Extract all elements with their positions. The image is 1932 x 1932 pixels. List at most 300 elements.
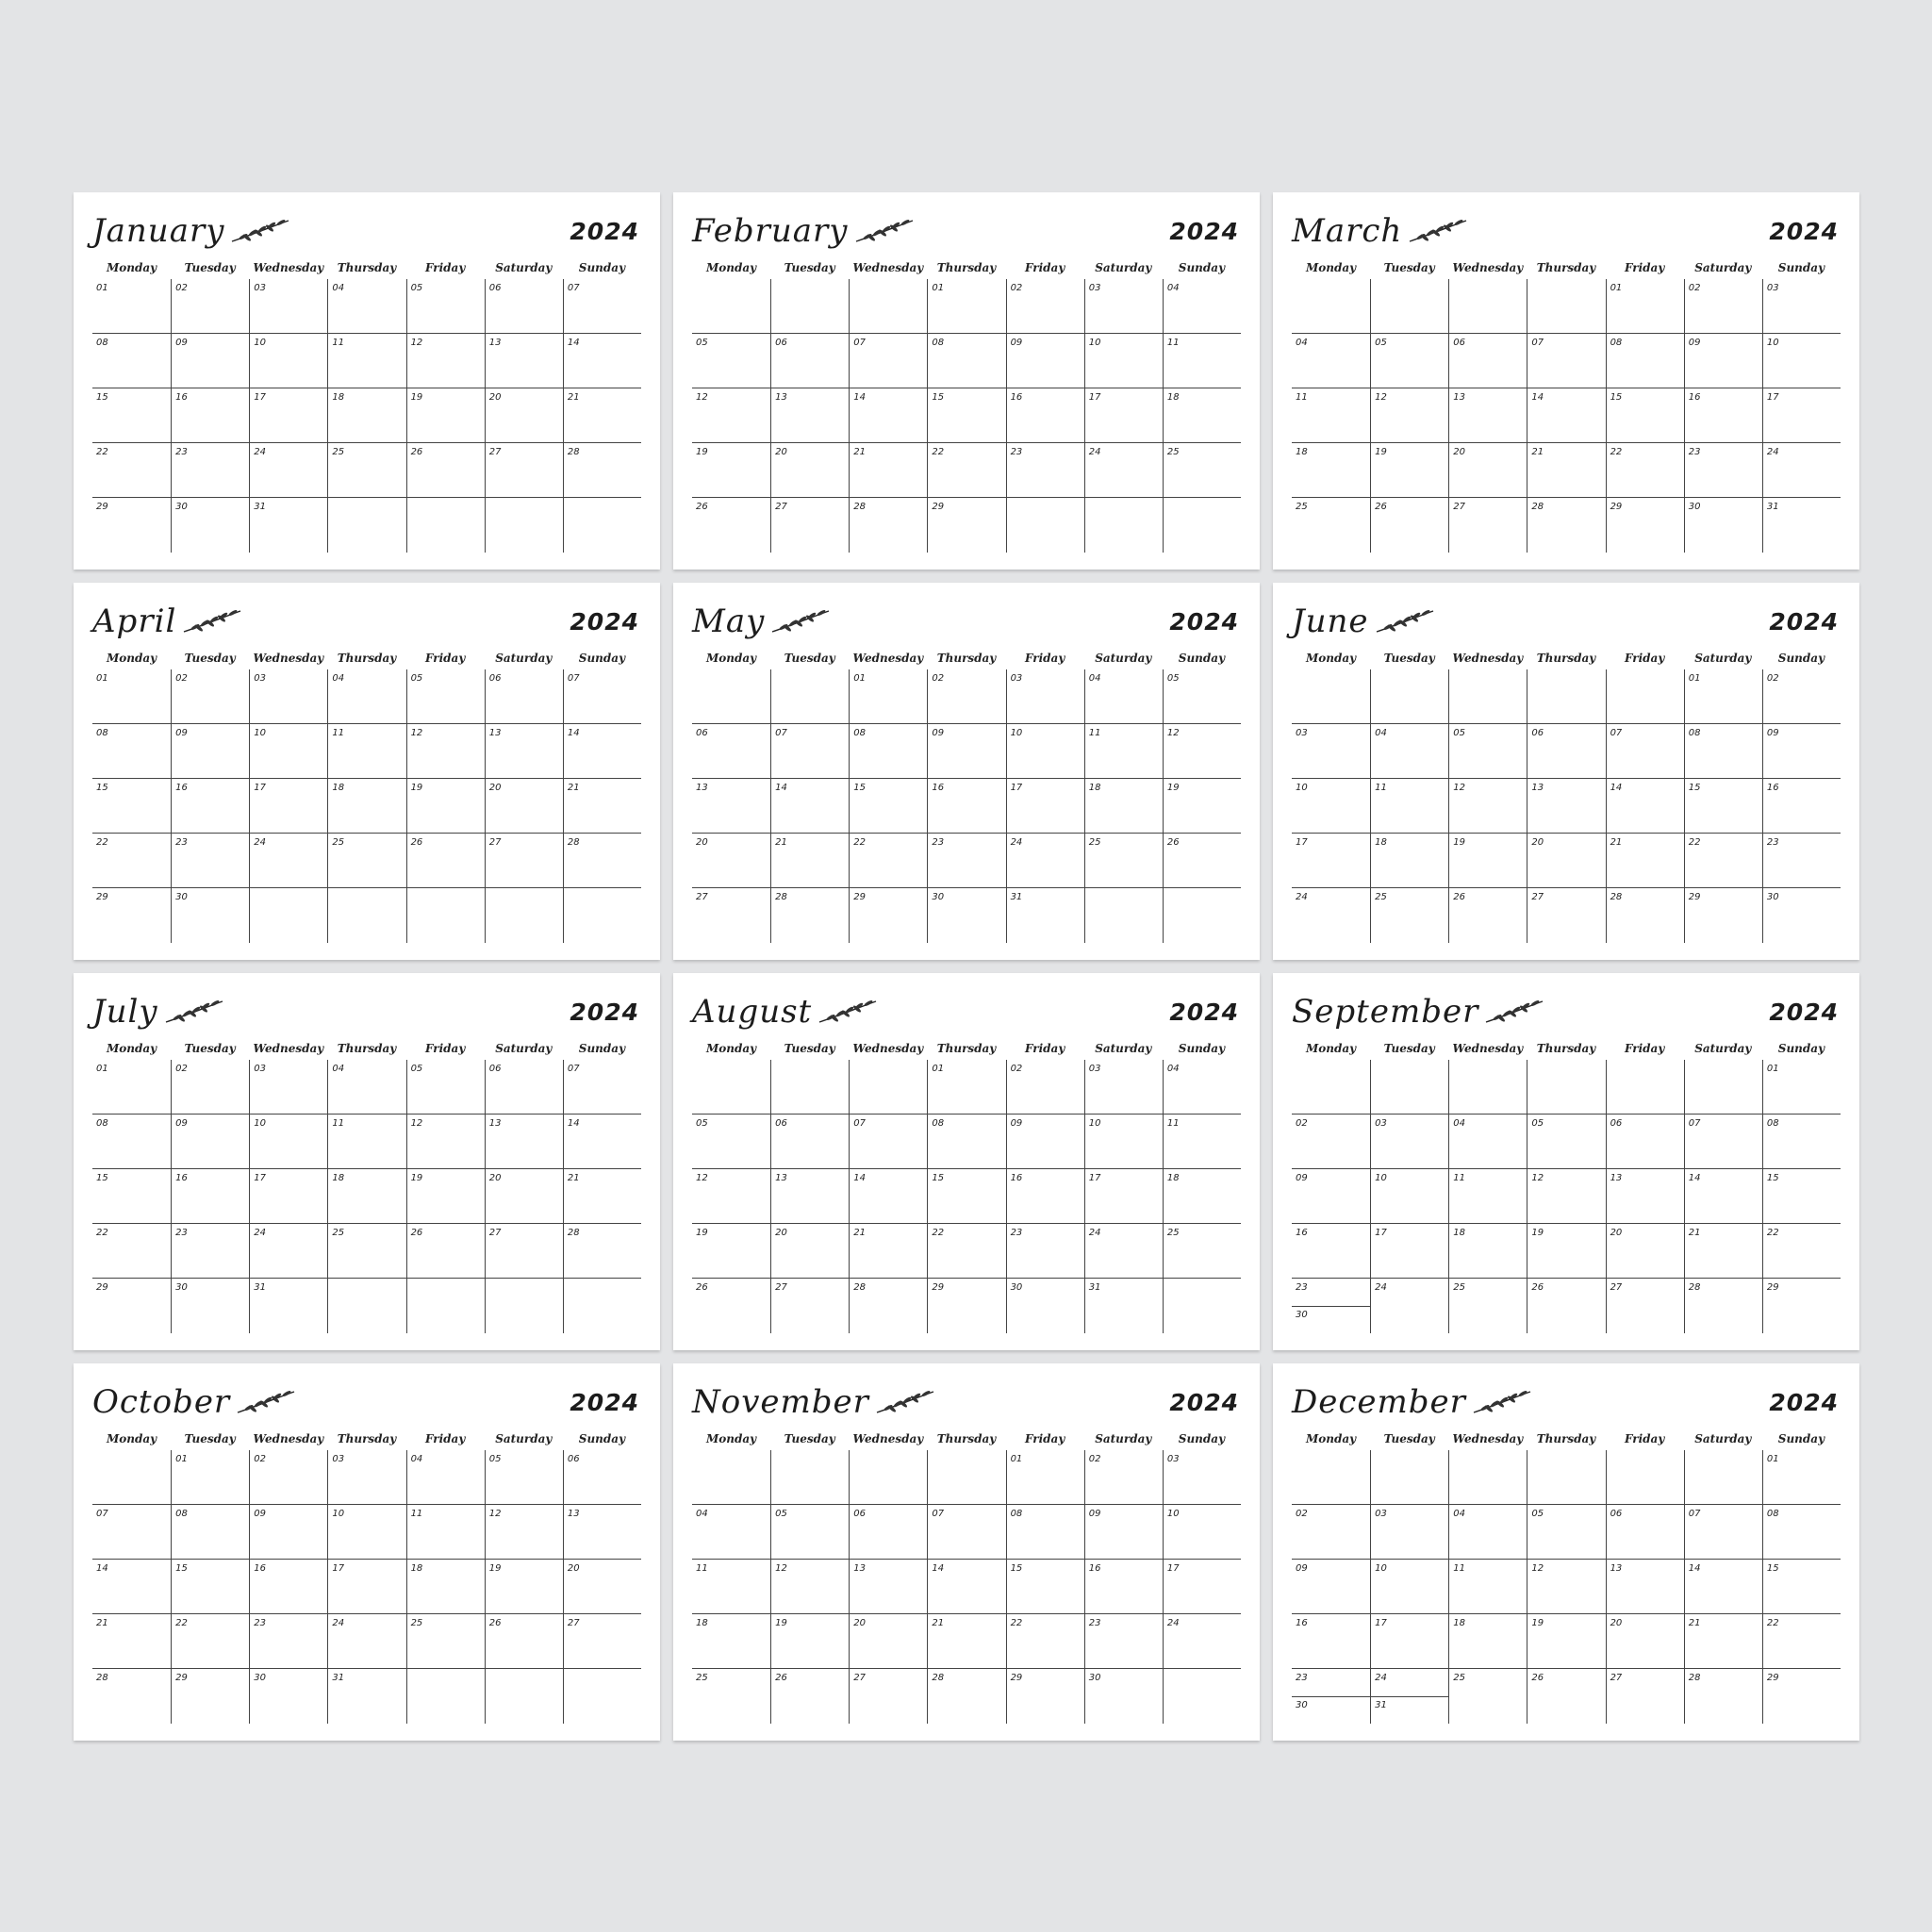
day-cell[interactable] — [927, 1505, 1005, 1560]
day-cell[interactable] — [1163, 334, 1241, 388]
day-cell[interactable] — [1084, 724, 1163, 779]
day-cell[interactable] — [1006, 1279, 1084, 1333]
day-cell[interactable] — [485, 1450, 563, 1505]
day-cell[interactable] — [692, 443, 770, 498]
day-cell[interactable] — [249, 779, 327, 834]
day-cell[interactable] — [1448, 1060, 1527, 1115]
day-cell[interactable] — [171, 1279, 249, 1333]
day-cell[interactable] — [327, 1279, 405, 1333]
day-cell[interactable] — [563, 1450, 641, 1505]
day-cell[interactable] — [171, 1115, 249, 1169]
day-cell[interactable] — [1527, 1224, 1605, 1279]
day-cell[interactable] — [1006, 1060, 1084, 1115]
day-cell[interactable] — [1684, 1169, 1762, 1224]
day-cell[interactable] — [485, 443, 563, 498]
day-cell[interactable] — [249, 1450, 327, 1505]
day-cell[interactable] — [1006, 888, 1084, 943]
day-cell[interactable] — [927, 834, 1005, 888]
day-cell[interactable] — [249, 724, 327, 779]
day-cell[interactable] — [1292, 1169, 1370, 1224]
day-cell[interactable] — [171, 279, 249, 334]
day-cell[interactable] — [1084, 1060, 1163, 1115]
day-cell[interactable] — [1527, 779, 1605, 834]
day-cell[interactable] — [327, 779, 405, 834]
day-cell[interactable] — [1762, 1614, 1841, 1669]
day-cell[interactable] — [1684, 1669, 1762, 1724]
day-cell[interactable] — [1084, 1450, 1163, 1505]
day-cell[interactable] — [171, 834, 249, 888]
day-cell[interactable] — [1684, 443, 1762, 498]
day-cell[interactable] — [249, 279, 327, 334]
day-cell[interactable] — [1006, 279, 1084, 334]
day-cell[interactable] — [1527, 334, 1605, 388]
day-cell[interactable] — [1606, 834, 1684, 888]
day-cell[interactable] — [849, 888, 927, 943]
day-cell[interactable] — [406, 1505, 485, 1560]
day-cell[interactable] — [1292, 1060, 1370, 1115]
day-cell[interactable] — [171, 779, 249, 834]
day-cell[interactable] — [327, 834, 405, 888]
day-cell[interactable] — [927, 334, 1005, 388]
day-cell[interactable] — [406, 1450, 485, 1505]
day-cell[interactable] — [1370, 334, 1448, 388]
day-cell[interactable] — [1448, 498, 1527, 553]
day-cell[interactable] — [1084, 1224, 1163, 1279]
day-cell[interactable] — [927, 443, 1005, 498]
day-cell[interactable] — [1163, 279, 1241, 334]
day-cell[interactable] — [1527, 724, 1605, 779]
day-cell[interactable] — [849, 1505, 927, 1560]
day-cell[interactable] — [327, 1169, 405, 1224]
day-cell[interactable] — [692, 498, 770, 553]
day-cell[interactable] — [1684, 388, 1762, 443]
day-cell[interactable] — [927, 388, 1005, 443]
day-cell[interactable] — [1762, 834, 1841, 888]
day-cell[interactable] — [1370, 669, 1448, 724]
day-cell[interactable] — [927, 1669, 1005, 1724]
day-cell[interactable] — [849, 334, 927, 388]
day-cell[interactable] — [92, 498, 171, 553]
day-cell[interactable] — [927, 1614, 1005, 1669]
day-cell[interactable] — [1448, 1115, 1527, 1169]
day-cell[interactable] — [171, 724, 249, 779]
day-cell[interactable] — [249, 888, 327, 943]
day-cell[interactable] — [849, 779, 927, 834]
day-cell[interactable] — [1292, 1115, 1370, 1169]
day-cell[interactable] — [1006, 498, 1084, 553]
day-cell[interactable] — [1448, 669, 1527, 724]
day-cell[interactable] — [327, 1450, 405, 1505]
day-cell[interactable] — [171, 334, 249, 388]
day-cell[interactable] — [92, 279, 171, 334]
day-cell[interactable] — [1684, 1450, 1762, 1505]
day-cell[interactable] — [1448, 724, 1527, 779]
day-cell[interactable] — [485, 1505, 563, 1560]
day-cell[interactable] — [1762, 1115, 1841, 1169]
day-cell[interactable] — [563, 1115, 641, 1169]
day-cell[interactable] — [1762, 1505, 1841, 1560]
day-cell[interactable] — [563, 888, 641, 943]
day-cell[interactable] — [1684, 1279, 1762, 1333]
day-cell[interactable] — [1684, 1060, 1762, 1115]
day-cell[interactable] — [1370, 1115, 1448, 1169]
day-cell[interactable] — [1163, 1669, 1241, 1724]
day-cell[interactable] — [327, 1115, 405, 1169]
day-cell[interactable] — [406, 1115, 485, 1169]
day-cell[interactable] — [1606, 1279, 1684, 1333]
day-cell[interactable] — [1163, 1115, 1241, 1169]
day-cell[interactable] — [327, 1669, 405, 1724]
day-cell[interactable] — [406, 1169, 485, 1224]
day-cell[interactable] — [849, 1224, 927, 1279]
day-cell[interactable] — [1448, 1224, 1527, 1279]
day-cell[interactable] — [1527, 834, 1605, 888]
day-cell[interactable] — [1292, 669, 1370, 724]
day-cell[interactable] — [1006, 334, 1084, 388]
day-cell[interactable] — [1292, 1279, 1370, 1333]
day-cell[interactable] — [1448, 1614, 1527, 1669]
day-cell[interactable] — [770, 334, 849, 388]
day-cell[interactable] — [927, 1560, 1005, 1614]
day-cell[interactable] — [171, 888, 249, 943]
day-cell[interactable] — [249, 1224, 327, 1279]
day-cell[interactable] — [849, 279, 927, 334]
day-cell[interactable] — [1292, 1614, 1370, 1669]
day-cell[interactable] — [1606, 443, 1684, 498]
day-cell[interactable] — [92, 388, 171, 443]
day-cell[interactable] — [1606, 1060, 1684, 1115]
day-cell[interactable] — [1370, 1560, 1448, 1614]
day-cell[interactable] — [1684, 1560, 1762, 1614]
day-cell[interactable] — [1527, 1115, 1605, 1169]
day-cell[interactable] — [1527, 498, 1605, 553]
day-cell[interactable] — [406, 1279, 485, 1333]
day-cell[interactable] — [171, 669, 249, 724]
day-cell[interactable] — [563, 279, 641, 334]
day-cell[interactable] — [849, 669, 927, 724]
day-cell[interactable] — [1292, 724, 1370, 779]
day-cell[interactable] — [563, 1224, 641, 1279]
day-cell[interactable] — [1370, 1669, 1448, 1724]
day-cell[interactable] — [1684, 1115, 1762, 1169]
day-cell[interactable] — [1448, 834, 1527, 888]
day-cell[interactable] — [327, 669, 405, 724]
day-cell[interactable] — [692, 1060, 770, 1115]
day-cell[interactable] — [1006, 779, 1084, 834]
day-cell[interactable] — [1684, 498, 1762, 553]
day-cell[interactable] — [927, 1450, 1005, 1505]
day-cell[interactable] — [1163, 1224, 1241, 1279]
day-cell[interactable] — [1527, 888, 1605, 943]
day-cell[interactable] — [327, 1224, 405, 1279]
day-cell[interactable] — [1370, 1060, 1448, 1115]
day-cell[interactable] — [1527, 1279, 1605, 1333]
day-cell[interactable] — [1606, 1450, 1684, 1505]
day-cell[interactable] — [92, 724, 171, 779]
day-cell[interactable] — [1370, 1614, 1448, 1669]
day-cell[interactable] — [563, 1060, 641, 1115]
day-cell[interactable] — [849, 1614, 927, 1669]
day-cell[interactable] — [1448, 1505, 1527, 1560]
day-cell[interactable] — [1448, 388, 1527, 443]
day-cell[interactable] — [171, 1224, 249, 1279]
day-cell[interactable] — [563, 443, 641, 498]
day-cell[interactable] — [1762, 779, 1841, 834]
day-cell[interactable] — [1292, 1224, 1370, 1279]
day-cell[interactable] — [1684, 1614, 1762, 1669]
day-cell[interactable] — [563, 498, 641, 553]
day-cell[interactable] — [849, 388, 927, 443]
day-cell[interactable] — [249, 669, 327, 724]
day-cell[interactable] — [1448, 779, 1527, 834]
day-cell[interactable] — [1684, 1224, 1762, 1279]
day-cell[interactable] — [1084, 1115, 1163, 1169]
day-cell[interactable] — [327, 1560, 405, 1614]
day-cell[interactable] — [485, 1614, 563, 1669]
day-cell[interactable] — [849, 1169, 927, 1224]
day-cell[interactable] — [1448, 1669, 1527, 1724]
day-cell[interactable] — [92, 834, 171, 888]
day-cell[interactable] — [1370, 888, 1448, 943]
day-cell[interactable] — [1448, 443, 1527, 498]
day-cell[interactable] — [1684, 669, 1762, 724]
day-cell[interactable] — [92, 334, 171, 388]
day-cell[interactable] — [171, 1169, 249, 1224]
day-cell[interactable] — [406, 1060, 485, 1115]
day-cell[interactable] — [1527, 1669, 1605, 1724]
day-cell[interactable] — [327, 498, 405, 553]
day-cell[interactable] — [1292, 388, 1370, 443]
day-cell[interactable] — [692, 1224, 770, 1279]
day-cell[interactable] — [770, 888, 849, 943]
day-cell[interactable] — [770, 1614, 849, 1669]
day-cell[interactable] — [406, 498, 485, 553]
day-cell[interactable] — [1527, 443, 1605, 498]
day-cell[interactable] — [249, 1060, 327, 1115]
day-cell[interactable] — [563, 1505, 641, 1560]
day-cell[interactable] — [927, 1115, 1005, 1169]
day-cell[interactable] — [1762, 279, 1841, 334]
day-cell[interactable] — [1370, 443, 1448, 498]
day-cell[interactable] — [406, 443, 485, 498]
day-cell[interactable] — [92, 1614, 171, 1669]
day-cell[interactable] — [92, 1169, 171, 1224]
day-cell[interactable] — [171, 1060, 249, 1115]
day-cell[interactable] — [485, 779, 563, 834]
day-cell[interactable] — [1762, 1224, 1841, 1279]
day-cell[interactable] — [406, 1560, 485, 1614]
day-cell[interactable] — [1292, 334, 1370, 388]
day-cell[interactable] — [1163, 498, 1241, 553]
day-cell[interactable] — [563, 1169, 641, 1224]
day-cell[interactable] — [249, 334, 327, 388]
day-cell[interactable] — [1527, 1505, 1605, 1560]
day-cell[interactable] — [485, 1224, 563, 1279]
day-cell[interactable] — [1448, 1279, 1527, 1333]
day-cell[interactable] — [485, 669, 563, 724]
day-cell[interactable] — [485, 1060, 563, 1115]
day-cell[interactable] — [1606, 498, 1684, 553]
day-cell[interactable] — [563, 669, 641, 724]
day-cell[interactable] — [563, 1560, 641, 1614]
day-cell[interactable] — [1084, 834, 1163, 888]
day-cell[interactable] — [1292, 779, 1370, 834]
day-cell[interactable] — [171, 498, 249, 553]
day-cell[interactable] — [1084, 669, 1163, 724]
day-cell[interactable] — [1006, 1169, 1084, 1224]
day-cell[interactable] — [1006, 1560, 1084, 1614]
day-cell[interactable] — [692, 279, 770, 334]
day-cell[interactable] — [327, 1505, 405, 1560]
day-cell[interactable] — [1370, 279, 1448, 334]
day-cell[interactable] — [406, 279, 485, 334]
day-cell[interactable] — [692, 1169, 770, 1224]
day-cell[interactable] — [92, 1560, 171, 1614]
day-cell[interactable] — [1006, 1115, 1084, 1169]
day-cell[interactable] — [692, 1614, 770, 1669]
day-cell[interactable] — [692, 779, 770, 834]
day-cell[interactable] — [1084, 1669, 1163, 1724]
day-cell[interactable] — [1006, 388, 1084, 443]
day-cell[interactable] — [849, 1669, 927, 1724]
day-cell[interactable] — [327, 334, 405, 388]
day-cell[interactable] — [406, 388, 485, 443]
day-cell[interactable] — [1163, 1169, 1241, 1224]
day-cell[interactable] — [770, 498, 849, 553]
day-cell[interactable] — [1606, 779, 1684, 834]
day-cell[interactable] — [1084, 1169, 1163, 1224]
day-cell[interactable] — [485, 1560, 563, 1614]
day-cell[interactable] — [327, 724, 405, 779]
day-cell[interactable] — [563, 724, 641, 779]
day-cell[interactable] — [1762, 724, 1841, 779]
day-cell[interactable] — [406, 669, 485, 724]
day-cell[interactable] — [563, 334, 641, 388]
day-cell[interactable] — [770, 1505, 849, 1560]
day-cell[interactable] — [692, 1279, 770, 1333]
day-cell[interactable] — [1762, 498, 1841, 553]
day-cell[interactable] — [1762, 1060, 1841, 1115]
day-cell[interactable] — [1084, 1505, 1163, 1560]
day-cell[interactable] — [1527, 1450, 1605, 1505]
day-cell[interactable] — [1448, 279, 1527, 334]
day-cell[interactable] — [92, 1060, 171, 1115]
day-cell[interactable] — [1762, 669, 1841, 724]
day-cell[interactable] — [406, 779, 485, 834]
day-cell[interactable] — [406, 1614, 485, 1669]
day-cell[interactable] — [1163, 669, 1241, 724]
day-cell[interactable] — [92, 1279, 171, 1333]
day-cell[interactable] — [92, 1505, 171, 1560]
day-cell[interactable] — [1084, 1279, 1163, 1333]
day-cell[interactable] — [249, 834, 327, 888]
day-cell[interactable] — [485, 334, 563, 388]
day-cell[interactable] — [171, 1450, 249, 1505]
day-cell[interactable] — [1006, 834, 1084, 888]
day-cell[interactable] — [1606, 1669, 1684, 1724]
day-cell[interactable] — [485, 888, 563, 943]
day-cell[interactable] — [406, 888, 485, 943]
day-cell[interactable] — [406, 724, 485, 779]
day-cell[interactable] — [249, 388, 327, 443]
day-cell[interactable] — [1370, 724, 1448, 779]
day-cell[interactable] — [1370, 1450, 1448, 1505]
day-cell[interactable] — [406, 1224, 485, 1279]
day-cell[interactable] — [1084, 888, 1163, 943]
day-cell[interactable] — [927, 1224, 1005, 1279]
day-cell[interactable] — [1163, 888, 1241, 943]
day-cell[interactable] — [1606, 1614, 1684, 1669]
day-cell[interactable] — [1606, 1169, 1684, 1224]
day-cell[interactable] — [692, 834, 770, 888]
day-cell[interactable] — [770, 1669, 849, 1724]
day-cell[interactable] — [849, 443, 927, 498]
day-cell[interactable] — [770, 1279, 849, 1333]
day-cell[interactable] — [327, 1060, 405, 1115]
day-cell[interactable] — [92, 1115, 171, 1169]
day-cell[interactable] — [927, 724, 1005, 779]
day-cell[interactable] — [249, 1505, 327, 1560]
day-cell[interactable] — [1163, 1060, 1241, 1115]
day-cell[interactable] — [1527, 1169, 1605, 1224]
day-cell[interactable] — [1762, 388, 1841, 443]
day-cell[interactable] — [485, 1279, 563, 1333]
day-cell[interactable] — [92, 779, 171, 834]
day-cell[interactable] — [249, 1669, 327, 1724]
day-cell[interactable] — [485, 279, 563, 334]
day-cell[interactable] — [770, 1560, 849, 1614]
day-cell[interactable] — [1448, 1450, 1527, 1505]
day-cell[interactable] — [770, 388, 849, 443]
day-cell[interactable] — [327, 888, 405, 943]
day-cell[interactable] — [770, 834, 849, 888]
day-cell[interactable] — [692, 388, 770, 443]
day-cell[interactable] — [692, 669, 770, 724]
day-cell[interactable] — [406, 834, 485, 888]
day-cell[interactable] — [770, 1450, 849, 1505]
day-cell[interactable] — [692, 724, 770, 779]
day-cell[interactable] — [249, 1115, 327, 1169]
day-cell[interactable] — [1084, 1614, 1163, 1669]
day-cell[interactable] — [1527, 1560, 1605, 1614]
day-cell[interactable] — [927, 1169, 1005, 1224]
day-cell[interactable] — [171, 1560, 249, 1614]
day-cell[interactable] — [927, 888, 1005, 943]
day-cell[interactable] — [1163, 443, 1241, 498]
day-cell[interactable] — [249, 1169, 327, 1224]
day-cell[interactable] — [1292, 1505, 1370, 1560]
day-cell[interactable] — [1527, 1060, 1605, 1115]
day-cell[interactable] — [849, 498, 927, 553]
day-cell[interactable] — [1006, 1450, 1084, 1505]
day-cell[interactable] — [1370, 388, 1448, 443]
day-cell[interactable] — [1606, 334, 1684, 388]
day-cell[interactable] — [770, 1224, 849, 1279]
day-cell[interactable] — [1163, 834, 1241, 888]
day-cell[interactable] — [770, 669, 849, 724]
day-cell[interactable] — [1084, 279, 1163, 334]
day-cell[interactable] — [849, 1060, 927, 1115]
day-cell[interactable] — [1006, 443, 1084, 498]
day-cell[interactable] — [770, 779, 849, 834]
day-cell[interactable] — [249, 1279, 327, 1333]
day-cell[interactable] — [1606, 724, 1684, 779]
day-cell[interactable] — [1606, 1505, 1684, 1560]
day-cell[interactable] — [770, 443, 849, 498]
day-cell[interactable] — [1292, 279, 1370, 334]
day-cell[interactable] — [927, 498, 1005, 553]
day-cell[interactable] — [563, 1614, 641, 1669]
